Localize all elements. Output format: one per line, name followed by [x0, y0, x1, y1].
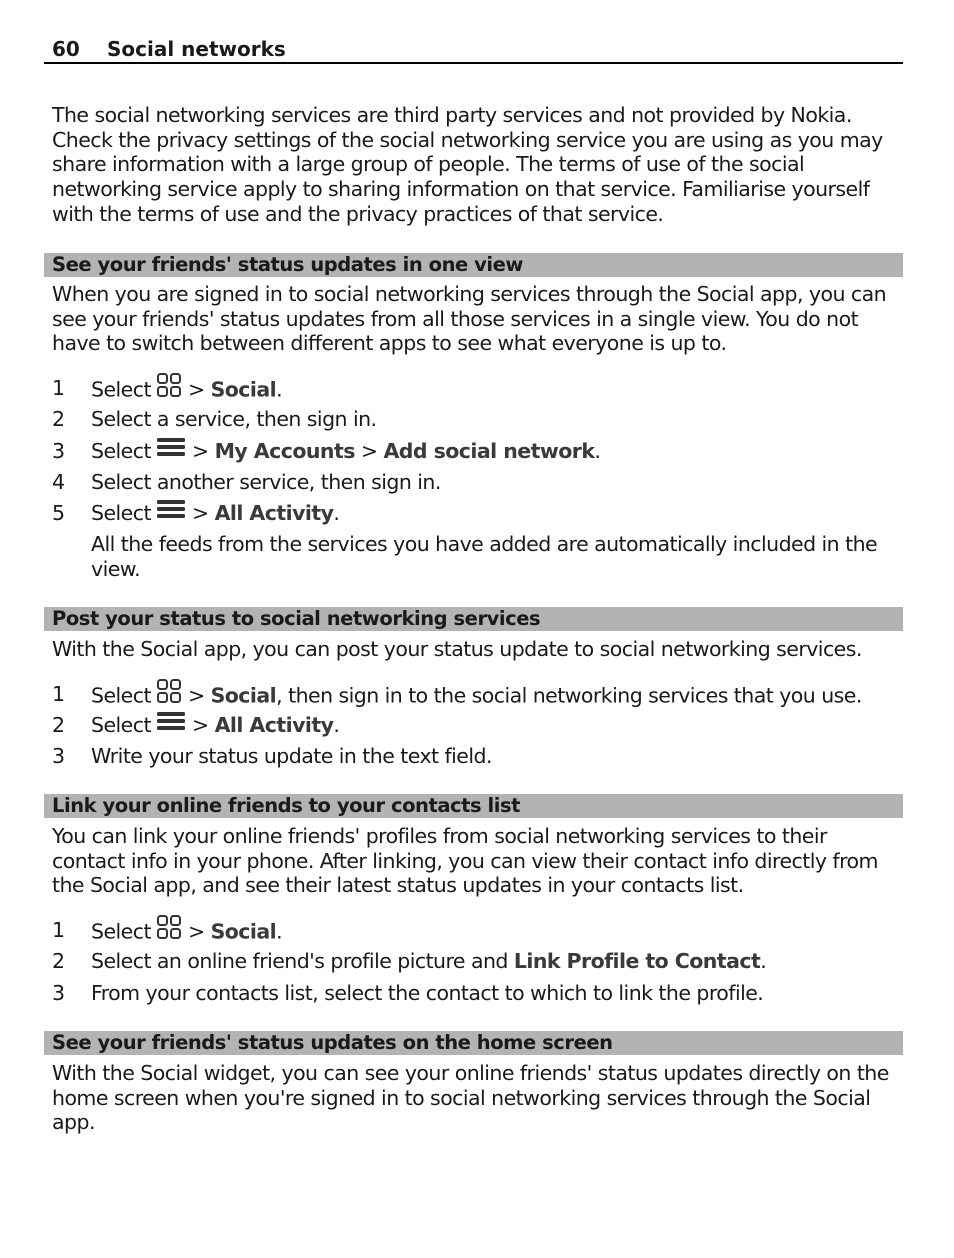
- page-number: 60: [52, 37, 80, 61]
- step-number: 3: [52, 981, 65, 1005]
- apps-grid-icon: [156, 678, 182, 711]
- step-text: Select > All Activity.: [91, 499, 339, 528]
- step-item: [52, 405, 902, 433]
- step-number: 1: [52, 682, 65, 706]
- step-item: [52, 499, 902, 527]
- step-text: Select > All Activity.: [91, 711, 339, 740]
- menu-icon: [156, 498, 186, 526]
- step-item: [52, 742, 902, 770]
- step-text: Select an online friend's profile picture and Link Profile to Contact.: [91, 949, 767, 973]
- step-text: Select another service, then sign in.: [91, 470, 441, 494]
- ui-label: Social: [210, 919, 277, 944]
- step-text: Select > Social, then sign in to the social networking services that you use.: [91, 680, 862, 713]
- section-heading-home-screen: [44, 1031, 903, 1055]
- step-number: 1: [52, 376, 65, 400]
- step-note: All the feeds from the services you have added are automatically included in the view.: [91, 532, 878, 581]
- step-item: [52, 468, 902, 496]
- intro-paragraph: The social networking services are third party services and not provided by Nokia. Check the privacy settings of the social networking service you are using as you may share information with a large group of people. The terms of use of the social networking service apply to sharing information on that service. Familiarise yourself with the terms of use and the privacy practices of that service.: [52, 103, 883, 226]
- apps-grid-icon: [156, 914, 182, 947]
- step-text: Select > Social.: [91, 374, 282, 407]
- ui-label: Social: [210, 377, 277, 402]
- step-number: 5: [52, 501, 65, 525]
- step-item: [52, 374, 902, 402]
- ui-label: All Activity: [214, 501, 334, 525]
- section-body: You can link your online friends' profiles from social networking services to their contact info in your phone. After linking, you can view their contact info directly from the Social app, and see their latest status updates in your contacts list.: [52, 824, 878, 898]
- step-number: 3: [52, 439, 65, 463]
- section-heading-status-one-view: [44, 253, 903, 277]
- menu-icon: [156, 436, 186, 464]
- heading-text: Post your status to social networking services: [52, 607, 541, 630]
- section-heading-post-status: [44, 607, 903, 631]
- section-body: With the Social app, you can post your status update to social networking services.: [52, 637, 862, 661]
- section-title: Social networks: [107, 37, 286, 61]
- step-text: Select > My Accounts > Add social network.: [91, 437, 600, 466]
- heading-text: Link your online friends to your contacts list: [52, 794, 521, 817]
- menu-icon: [156, 710, 186, 738]
- step-number: 2: [52, 949, 65, 973]
- step-number: 4: [52, 470, 65, 494]
- step-item: [52, 979, 902, 1007]
- ui-label: My Accounts: [214, 439, 355, 463]
- section-body: When you are signed in to social networking services through the Social app, you can see your friends' status updates from all those services in a single view. You do not have to switch between different apps to see what everyone is up to.: [52, 282, 887, 356]
- heading-text: See your friends' status updates on the home screen: [52, 1031, 613, 1054]
- ui-label: All Activity: [214, 713, 334, 737]
- ui-label: Add social network: [383, 439, 595, 463]
- section-body: With the Social widget, you can see your online friends' status updates directly on the home screen when you're signed in to social networking services through the Social app.: [52, 1061, 889, 1135]
- running-header: [44, 36, 903, 64]
- step-number: 1: [52, 918, 65, 942]
- step-item: [52, 916, 902, 944]
- step-number: 3: [52, 744, 65, 768]
- step-text: From your contacts list, select the contact to which to link the profile.: [91, 981, 764, 1005]
- ui-label: Link Profile to Contact: [513, 949, 761, 973]
- step-text: Select > Social.: [91, 916, 282, 949]
- step-item: [52, 711, 902, 739]
- section-heading-link-friends: [44, 794, 903, 818]
- heading-text: See your friends' status updates in one view: [52, 253, 523, 276]
- step-number: 2: [52, 407, 65, 431]
- apps-grid-icon: [156, 372, 182, 405]
- ui-label: Social: [210, 683, 277, 708]
- step-text: Select a service, then sign in.: [91, 407, 377, 431]
- step-number: 2: [52, 713, 65, 737]
- step-item: [52, 947, 902, 975]
- step-item: [52, 680, 902, 708]
- step-text: Write your status update in the text field.: [91, 744, 492, 768]
- step-item: [52, 437, 902, 465]
